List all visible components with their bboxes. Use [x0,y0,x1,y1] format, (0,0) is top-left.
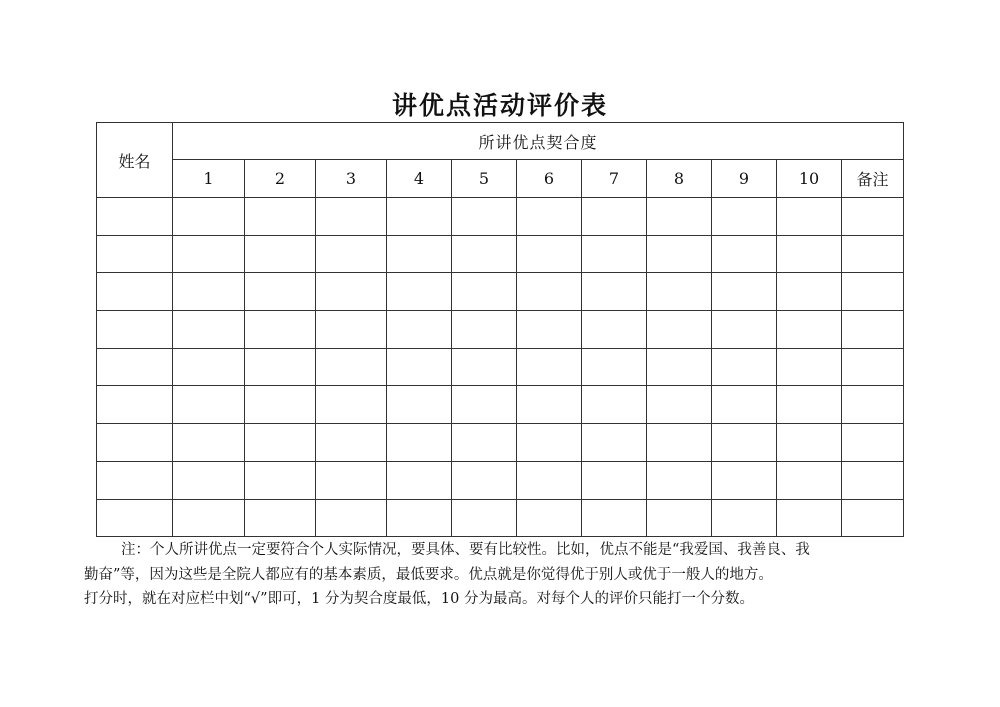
score-cell[interactable] [582,273,647,311]
remark-cell[interactable] [842,461,904,499]
score-cell[interactable] [582,235,647,273]
remark-cell[interactable] [842,235,904,273]
name-cell[interactable] [97,424,173,462]
score-cell[interactable] [647,386,712,424]
evaluation-table [96,122,904,537]
score-cell[interactable] [173,386,245,424]
page-title: 讲优点活动评价表 [391,91,608,120]
score-column-header: 6 [517,160,582,198]
score-cell[interactable] [245,499,316,537]
score-cell[interactable] [173,311,245,349]
header-row-1 [97,123,904,160]
score-cell[interactable] [712,348,777,386]
score-column-header: 1 [173,160,245,198]
score-cell[interactable] [777,198,842,236]
table-row [97,348,904,386]
score-cell[interactable] [712,311,777,349]
name-header: 姓名 [97,123,173,198]
score-column-header: 7 [582,160,647,198]
remark-cell[interactable] [842,198,904,236]
score-cell[interactable] [712,273,777,311]
score-cell[interactable] [777,235,842,273]
score-cell[interactable] [245,198,316,236]
score-cell[interactable] [387,348,452,386]
score-column-header: 10 [777,160,842,198]
score-cell[interactable] [316,348,387,386]
score-cell[interactable] [582,386,647,424]
remark-cell[interactable] [842,499,904,537]
score-cell[interactable] [647,499,712,537]
score-cell[interactable] [387,386,452,424]
score-cell[interactable] [245,311,316,349]
score-cell[interactable] [452,235,517,273]
score-cell[interactable] [387,499,452,537]
score-cell[interactable] [387,235,452,273]
score-cell[interactable] [173,273,245,311]
name-cell[interactable] [97,235,173,273]
score-cell[interactable] [712,198,777,236]
note-line-1: 注：个人所讲优点一定要符合个人实际情况，要具体、要有比较性。比如，优点不能是“我爱国、我善良、我 [121,542,810,558]
score-column-header: 3 [316,160,387,198]
score-cell[interactable] [245,348,316,386]
name-cell[interactable] [97,273,173,311]
remark-cell[interactable] [842,273,904,311]
score-cell[interactable] [582,499,647,537]
score-cell[interactable] [316,386,387,424]
score-cell[interactable] [647,273,712,311]
remark-cell[interactable] [842,386,904,424]
name-cell[interactable] [97,198,173,236]
score-cell[interactable] [777,499,842,537]
score-cell[interactable] [517,499,582,537]
score-cell[interactable] [452,198,517,236]
score-cell[interactable] [777,311,842,349]
score-cell[interactable] [647,348,712,386]
score-cell[interactable] [712,235,777,273]
score-cell[interactable] [712,499,777,537]
score-column-header: 4 [387,160,452,198]
score-cell[interactable] [173,461,245,499]
name-cell[interactable] [97,348,173,386]
score-cell[interactable] [316,461,387,499]
table-row [97,235,904,273]
score-cell[interactable] [582,311,647,349]
score-cell[interactable] [712,386,777,424]
score-cell[interactable] [387,198,452,236]
score-cell[interactable] [777,273,842,311]
table-row [97,424,904,462]
score-cell[interactable] [647,461,712,499]
score-cell[interactable] [582,461,647,499]
score-cell[interactable] [452,348,517,386]
score-cell[interactable] [647,311,712,349]
score-cell[interactable] [647,235,712,273]
score-cell[interactable] [387,461,452,499]
score-cell[interactable] [316,424,387,462]
score-cell[interactable] [777,386,842,424]
score-cell[interactable] [647,198,712,236]
note-line-3: 打分时，就在对应栏中划“√”即可，1 分为契合度最低，10 分为最高。对每个人的评价只能打一个分数。 [84,591,754,607]
score-cell[interactable] [452,499,517,537]
score-cell[interactable] [712,424,777,462]
remark-cell[interactable] [842,348,904,386]
remark-header: 备注 [842,160,904,198]
score-cell[interactable] [452,424,517,462]
score-column-header: 2 [245,160,316,198]
name-cell[interactable] [97,461,173,499]
name-cell[interactable] [97,386,173,424]
table-row [97,311,904,349]
remark-cell[interactable] [842,311,904,349]
score-cell[interactable] [316,198,387,236]
score-cell[interactable] [517,198,582,236]
score-cell[interactable] [452,461,517,499]
score-cell[interactable] [316,273,387,311]
score-cell[interactable] [173,198,245,236]
score-cell[interactable] [245,235,316,273]
table-row [97,198,904,236]
score-cell[interactable] [517,273,582,311]
score-cell[interactable] [712,461,777,499]
name-cell[interactable] [97,311,173,349]
score-cell[interactable] [173,348,245,386]
score-cell[interactable] [316,311,387,349]
score-cell[interactable] [245,273,316,311]
fit-degree-header: 所讲优点契合度 [173,123,904,160]
table-row [97,499,904,537]
score-cell[interactable] [173,424,245,462]
score-cell[interactable] [173,235,245,273]
score-cell[interactable] [452,386,517,424]
score-cell[interactable] [517,348,582,386]
score-cell[interactable] [316,235,387,273]
score-cell[interactable] [173,499,245,537]
score-cell[interactable] [452,311,517,349]
score-cell[interactable] [517,461,582,499]
score-cell[interactable] [777,348,842,386]
score-cell[interactable] [582,424,647,462]
score-cell[interactable] [245,461,316,499]
table-row [97,273,904,311]
note-line-2: 勤奋”等，因为这些是全院人都应有的基本素质，最低要求。优点就是你觉得优于别人或优于一般人的地方。 [84,566,773,583]
score-cell[interactable] [387,273,452,311]
score-cell[interactable] [316,499,387,537]
score-cell[interactable] [777,461,842,499]
score-cell[interactable] [245,386,316,424]
score-column-header: 9 [712,160,777,198]
score-cell[interactable] [582,348,647,386]
score-cell[interactable] [517,424,582,462]
score-cell[interactable] [777,424,842,462]
score-cell[interactable] [647,424,712,462]
score-cell[interactable] [517,311,582,349]
note-text [84,538,914,612]
score-column-header: 8 [647,160,712,198]
score-cell[interactable] [517,235,582,273]
name-cell[interactable] [97,499,173,537]
score-cell[interactable] [245,424,316,462]
header-row-2 [97,160,904,198]
score-cell[interactable] [387,424,452,462]
score-cell[interactable] [452,273,517,311]
score-cell[interactable] [517,386,582,424]
score-cell[interactable] [582,198,647,236]
score-cell[interactable] [387,311,452,349]
table-row [97,461,904,499]
score-column-header: 5 [452,160,517,198]
table-row [97,386,904,424]
remark-cell[interactable] [842,424,904,462]
